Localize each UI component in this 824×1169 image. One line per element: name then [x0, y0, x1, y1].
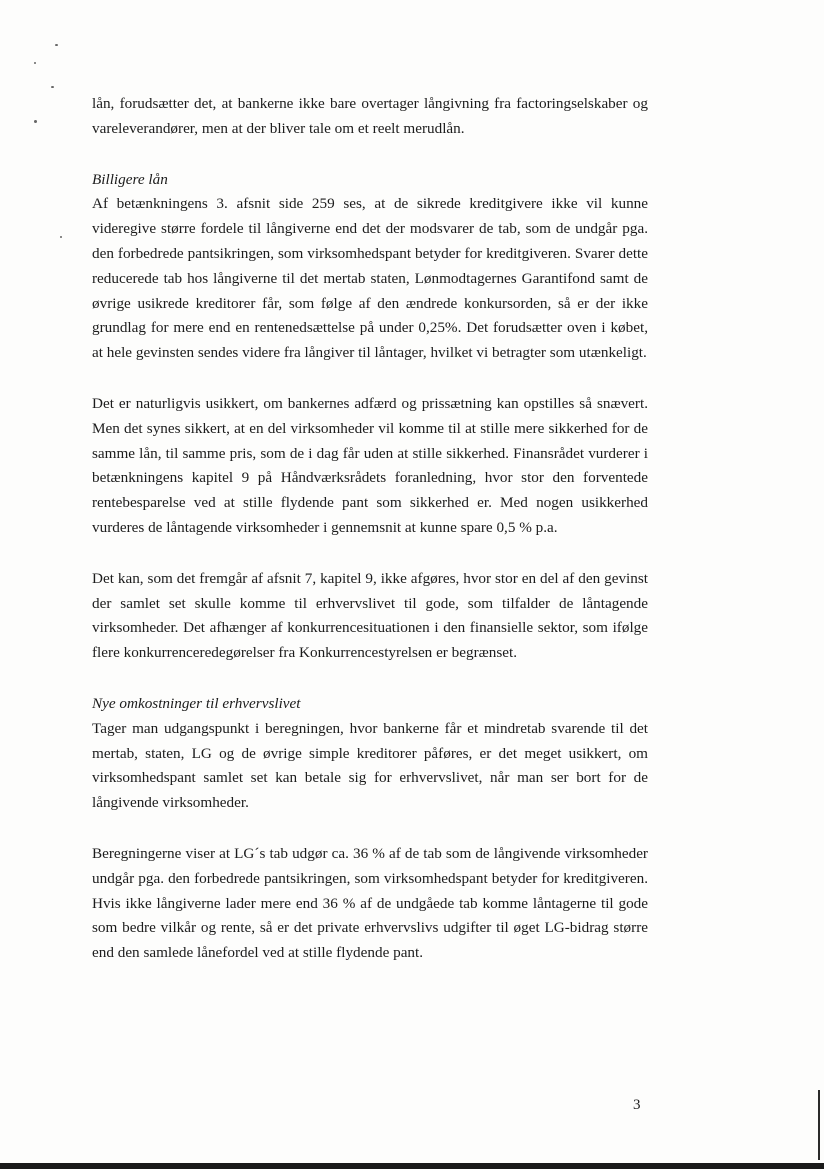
- section-heading-nye-omkostninger: Nye omkostninger til erhvervslivet: [92, 694, 301, 712]
- paragraph-calculations: Beregningerne viser at LG´s tab udgør ca. 36 % af de tab som de långivende virksomheder undgår pga. den forbedrede pantsikringen, som virksomhedspant betyder for kreditgiveren. Hvis ikke långiverne lader mere end 36 % af de undgåede tab komme låntagerne til gode som bedre vilkår og rente, så er det private erhvervslivs udgifter til øget LG-bidrag større end den samlede lånefordel ved at stille flydende pant.: [92, 844, 648, 962]
- section-heading-billigere-lan: Billigere lån: [92, 170, 168, 188]
- scan-speck: [55, 44, 58, 46]
- scan-edge-right: [818, 1090, 820, 1160]
- scan-edge-bottom: [0, 1163, 824, 1169]
- paragraph-gain-distribution: Det kan, som det fremgår af afsnit 7, kapitel 9, ikke afgøres, hvor stor en del af den gevinst der samlet set skulle komme til erhvervslivet til gode, som tilfalder de låntagende virksomheder. Det afhænger af konkurrencesituationen i den finansielle sektor, som ifølge flere konkurrenceredegørelser fra Konkurrencestyrelsen er begrænset.: [92, 569, 648, 662]
- paragraph-gap: [92, 816, 648, 842]
- page-number: 3: [633, 1097, 641, 1113]
- scan-speck: [34, 62, 36, 64]
- paragraph-continuation: lån, forudsætter det, at bankerne ikke bare overtager långivning fra factoringselskaber og vareleverandører, men at der bliver tale om et reelt merudlån.: [92, 95, 648, 137]
- paragraph-bank-behaviour: Det er naturligvis usikkert, om bankernes adfærd og prissætning kan opstilles så snævert. Men det synes sikkert, at en del virksomheder vil komme til at stille mere sikkerhed for de samme lån, til samme pris, som de i dag får uden at stille sikkerhed. Finansrådet vurderer i betænkningens kapitel 9 på Håndværksrådets foranledning, hvor stor den forventede rentebesparelse ved at stille flydende pant som sikkerhed er. Med nogen usikkerhed vurderes de låntagende virksomheder i gennemsnit at kunne spare 0,5 % p.a.: [92, 394, 648, 536]
- paragraph-new-costs: Tager man udgangspunkt i beregningen, hvor bankerne får et mindretab svarende til det mertab, staten, LG og de øvrige simple kreditorer påføres, er det meget usikkert, om virksomhedspant samlet set kan betale sig for erhvervslivet, når man ser bort for de långivende virksomheder.: [92, 719, 648, 812]
- paragraph-gap: [92, 366, 648, 392]
- scan-speck: [60, 236, 62, 238]
- paragraph-billigere-lan: Af betænkningens 3. afsnit side 259 ses, at de sikrede kreditgivere ikke vil kunne videregive større fordele til långiverne end det der modsvarer de tab, som de undgår pga. den forbedrede pantsikringen, som virksomhedspant betyder for kreditgiveren. Svarer dette reducerede tab hos långiverne til det mertab staten, Lønmodtagernes Garantifond samt de øvrige usikrede kreditorer får, som følge af den ændrede konkursorden, så er der ikke grundlag for mere end en rentenedsættelse på under 0,25%. Det forudsætter oven i købet, at hele gevinsten sendes videre fra långiver til låntager, hvilket vi betragter som utænkeligt.: [92, 195, 648, 362]
- paragraph-gap: [92, 541, 648, 567]
- paragraph-gap: [92, 142, 648, 168]
- paragraph-gap: [92, 666, 648, 692]
- body-text: [92, 92, 648, 966]
- scan-speck: [34, 120, 37, 123]
- scan-speck: [51, 86, 54, 88]
